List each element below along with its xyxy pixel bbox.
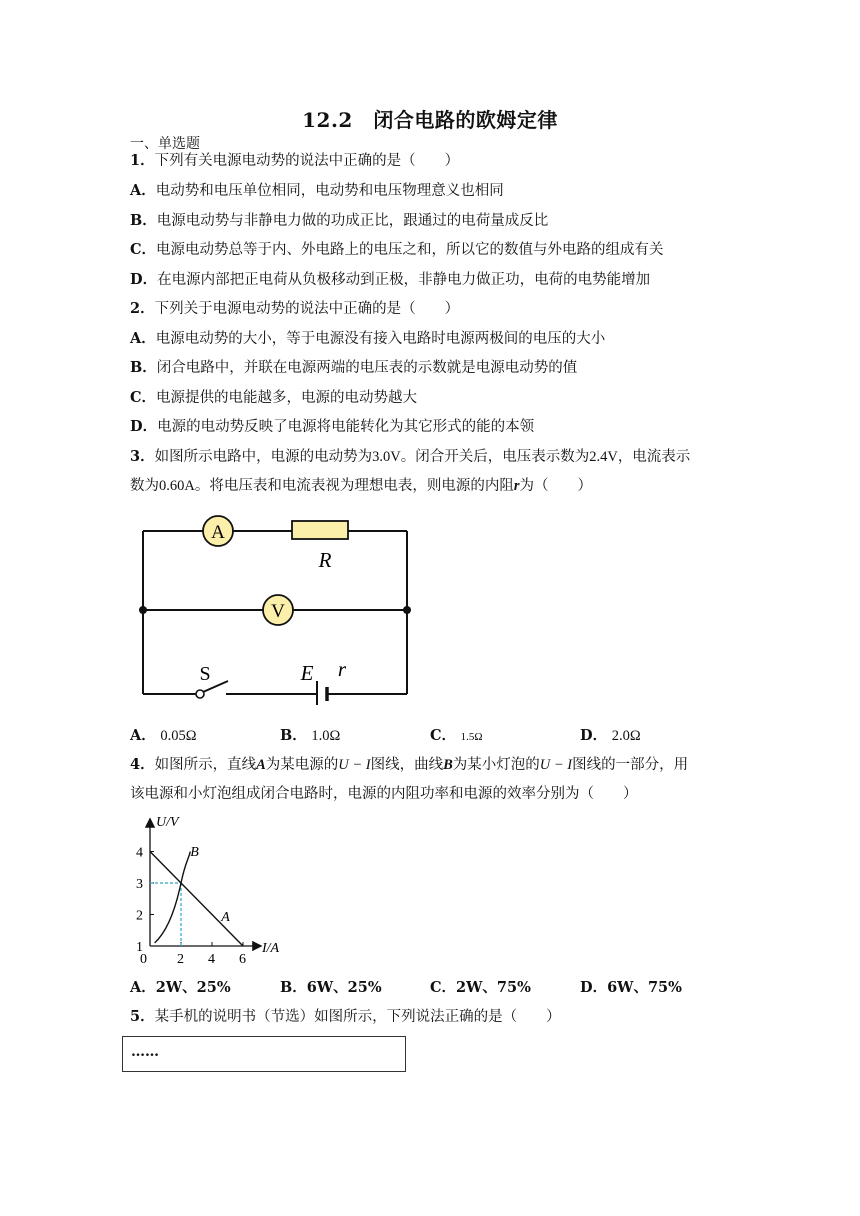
y-tick-label: 2 bbox=[136, 908, 143, 924]
resistor-label: R bbox=[318, 548, 332, 572]
x-tick-label: 2 bbox=[177, 952, 184, 967]
manual-excerpt-text: …… bbox=[131, 1044, 159, 1060]
circuit-diagram bbox=[130, 510, 430, 705]
ui-graph bbox=[128, 810, 298, 970]
q1-option-d: D．在电源内部把正电荷从负极移动到正极，非静电力做正功，电荷的电势能增加 bbox=[130, 271, 651, 288]
y-tick-label: 1 bbox=[136, 940, 143, 955]
junction-left bbox=[139, 606, 147, 614]
voltmeter-label: V bbox=[271, 601, 285, 622]
q4-option-b: B．6W、25% bbox=[280, 979, 382, 996]
q2-option-c: C．电源提供的电能越多，电源的电动势越大 bbox=[130, 389, 418, 406]
resistor bbox=[292, 521, 348, 539]
x-tick-label: 0 bbox=[140, 952, 147, 967]
q3-option-b: B． 1.0Ω bbox=[280, 727, 341, 744]
q2-option-d: D．电源的电动势反映了电源将电能转化为其它形式的能的本领 bbox=[130, 418, 535, 435]
curve-b-label: B bbox=[190, 845, 199, 861]
x-tick-label: 6 bbox=[239, 952, 246, 967]
q1-option-b: B．电源电动势与非静电力做的功成正比，跟通过的电荷量成反比 bbox=[130, 212, 549, 229]
q2-option-a: A．电源电动势的大小，等于电源没有接入电路时电源两极间的电压的大小 bbox=[130, 330, 606, 347]
y-tick-label: 4 bbox=[136, 845, 143, 861]
x-axis-label: I/A bbox=[262, 941, 280, 956]
q4-stem-line2: 该电源和小灯泡组成闭合电路时，电源的内阻功率和电源的效率分别为（ ） bbox=[130, 786, 638, 802]
emf-label: E bbox=[300, 661, 314, 685]
q4-option-c: C．2W、75% bbox=[430, 979, 531, 996]
q3-stem-line1: 3．如图所示电路中，电源的电动势为3.0V。闭合开关后，电压表示数为2.4V，电流表示 bbox=[130, 448, 691, 465]
curve-b bbox=[155, 852, 191, 943]
y-tick-label: 3 bbox=[136, 877, 143, 892]
q3-option-c: C． 1.5Ω bbox=[430, 727, 483, 744]
q1-option-a: A．电动势和电压单位相同，电动势和电压物理意义也相同 bbox=[130, 182, 504, 199]
line-a-label: A bbox=[221, 909, 230, 925]
q3-stem-line2: 数为0.60A。将电压表和电流表视为理想电表，则电源的内阻r为（ ） bbox=[130, 478, 593, 494]
q3-option-d: D． 2.0Ω bbox=[580, 727, 641, 744]
y-axis-label: U/V bbox=[156, 815, 179, 830]
switch-label: S bbox=[199, 663, 211, 685]
q4-option-d: D．6W、75% bbox=[580, 979, 682, 996]
q1-stem: 1．下列有关电源电动势的说法中正确的是（ ） bbox=[130, 152, 460, 169]
ammeter-label: A bbox=[211, 522, 225, 543]
section-heading: 一、单选题 bbox=[130, 136, 200, 152]
q1-option-c: C．电源电动势总等于内、外电路上的电压之和，所以它的数值与外电路的组成有关 bbox=[130, 241, 664, 258]
page-title: 12.2 闭合电路的欧姆定律 bbox=[302, 108, 558, 132]
internal-resistance-label: r bbox=[337, 657, 347, 681]
manual-excerpt-box bbox=[122, 1036, 406, 1072]
q2-option-b: B．闭合电路中，并联在电源两端的电压表的示数就是电源电动势的值 bbox=[130, 359, 578, 376]
junction-right bbox=[403, 606, 411, 614]
q2-stem: 2．下列关于电源电动势的说法中正确的是（ ） bbox=[130, 300, 460, 317]
q4-stem-line1: 4．如图所示，直线A为某电源的U − I图线，曲线B为某小灯泡的U − I图线的一部分，用 bbox=[130, 756, 689, 773]
q3-option-a: A． 0.05Ω bbox=[130, 727, 197, 744]
x-tick-label: 4 bbox=[208, 952, 215, 967]
q5-stem: 5．某手机的说明书（节选）如图所示，下列说法正确的是（ ） bbox=[130, 1008, 561, 1025]
q4-option-a: A．2W、25% bbox=[130, 979, 231, 996]
